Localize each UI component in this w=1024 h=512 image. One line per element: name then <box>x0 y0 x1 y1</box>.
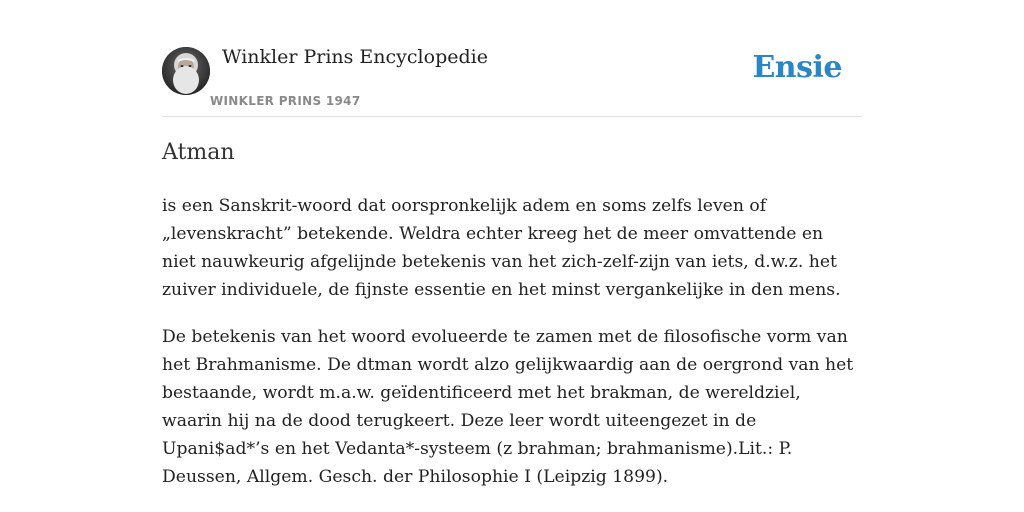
article-body <box>162 192 862 510</box>
bearded-man-portrait-icon <box>162 47 210 95</box>
article-paragraph: is een Sanskrit-woord dat oorspronkelijk adem en soms zelfs leven of „levenskracht” betekende. Weldra echter kreeg het de meer omvattende en niet nauwkeurig afgelijnde betekenis van het zich-zelf-zijn van iets, d.w.z. het zuiver individuele, de fijnste essentie en het minst vergankelijke in den mens. <box>162 196 841 300</box>
article-paragraph: De betekenis van het woord evolueerde te zamen met de filosofische vorm van het Brahmanisme. De dtman wordt alzo gelijkwaardig aan de oergrond van het bestaande, wordt m.a.w. geïdentificeerd met het brakman, de wereldziel, waarin hij na de dood terugkeert. Deze leer wordt uiteengezet in de Upani$ad*’s en het Vedanta*-systeem (z brahman; brahmanisme).Lit.: P. Deussen, Allgem. Gesch. der Philosophie I (Leipzig 1899). <box>162 327 854 487</box>
source-subtitle: WINKLER PRINS 1947 <box>210 94 361 108</box>
article-header <box>162 40 862 117</box>
source-avatar[interactable] <box>162 47 210 95</box>
source-title[interactable]: Winkler Prins Encyclopedie <box>222 46 488 68</box>
article-title: Atman <box>162 140 235 165</box>
brand-logo[interactable]: Ensie <box>752 50 842 85</box>
